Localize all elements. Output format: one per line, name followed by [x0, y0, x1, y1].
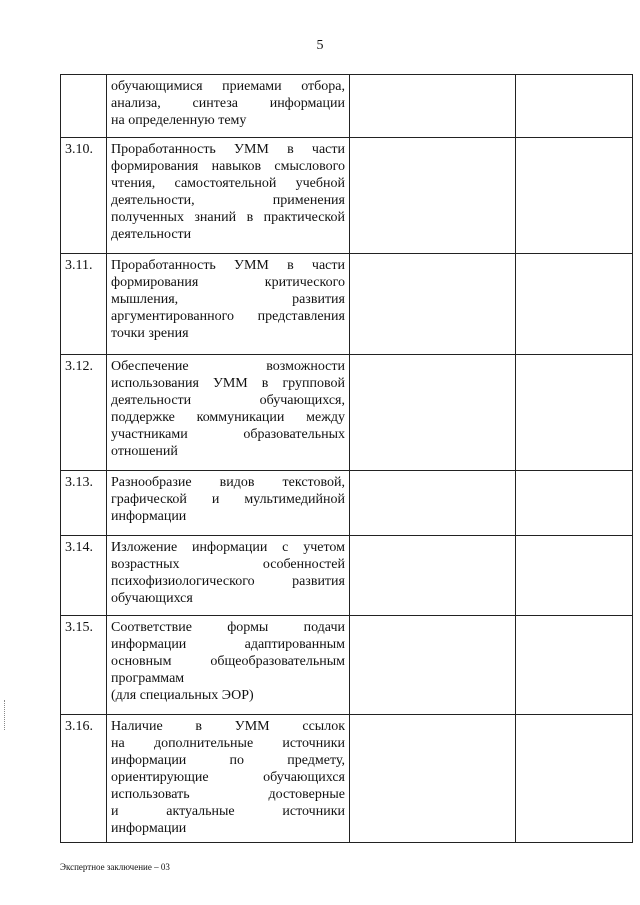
criterion-text-line: анализа, синтеза информации [111, 96, 345, 111]
evaluation-cell[interactable] [350, 471, 516, 536]
criterion-text-line: на дополнительные источники [111, 736, 345, 751]
criterion-text [107, 138, 350, 254]
criterion-number: 3.11. [61, 254, 107, 355]
criterion-text-line: Соответствие формы подачи [111, 620, 345, 635]
criterion-text-line: Наличие в УММ ссылок [111, 719, 345, 734]
table-row [61, 536, 633, 616]
criterion-text-line: полученных знаний в практической [111, 210, 345, 225]
evaluation-cell[interactable] [350, 254, 516, 355]
criterion-text-line: Обеспечение возможности [111, 359, 345, 374]
table-row [61, 471, 633, 536]
notes-cell[interactable] [516, 715, 633, 843]
criterion-text-line: деятельности обучающихся, [111, 393, 345, 408]
criterion-text [107, 254, 350, 355]
criterion-text [107, 355, 350, 471]
criterion-number: 3.10. [61, 138, 107, 254]
criterion-text-line: поддержке коммуникации между [111, 410, 345, 425]
criterion-text-line: Проработанность УММ в части [111, 258, 345, 273]
criterion-number [61, 75, 107, 138]
criterion-number: 3.16. [61, 715, 107, 843]
criterion-number: 3.12. [61, 355, 107, 471]
criterion-text-line: использования УММ в групповой [111, 376, 345, 391]
criterion-text [107, 715, 350, 843]
criterion-text-line: и актуальные источники [111, 804, 345, 819]
evaluation-cell[interactable] [350, 75, 516, 138]
criterion-text-line: использовать достоверные [111, 787, 345, 802]
criterion-text-line: возрастных особенностей [111, 557, 345, 572]
criterion-text-line: формирования навыков смыслового [111, 159, 345, 174]
notes-cell[interactable] [516, 616, 633, 715]
evaluation-cell[interactable] [350, 138, 516, 254]
criterion-text-line: деятельности, применения [111, 193, 345, 208]
evaluation-cell[interactable] [350, 715, 516, 843]
criterion-number: 3.13. [61, 471, 107, 536]
criteria-table [60, 74, 633, 843]
criterion-text-line: основным общеобразовательным [111, 654, 345, 669]
criterion-text-line: мышления, развития [111, 292, 345, 307]
criterion-number: 3.15. [61, 616, 107, 715]
notes-cell[interactable] [516, 75, 633, 138]
criterion-text-line: обучающимися приемами отбора, [111, 79, 345, 94]
criterion-text-line: (для специальных ЭОР) [111, 688, 254, 703]
criterion-text-line: Изложение информации с учетом [111, 540, 345, 555]
criterion-text [107, 471, 350, 536]
criterion-text-line: информации адаптированным [111, 637, 345, 652]
criterion-text-line: информации [111, 821, 187, 836]
criterion-text-line: чтения, самостоятельной учебной [111, 176, 345, 191]
criterion-text-line: деятельности [111, 227, 192, 242]
table-row [61, 138, 633, 254]
criterion-text-line: программам [111, 671, 185, 686]
criterion-text [107, 75, 350, 138]
criterion-text-line: точки зрения [111, 326, 189, 341]
criterion-number: 3.14. [61, 536, 107, 616]
criteria-table-body [61, 75, 633, 843]
criterion-text [107, 616, 350, 715]
notes-cell[interactable] [516, 254, 633, 355]
evaluation-cell[interactable] [350, 536, 516, 616]
table-row [61, 75, 633, 138]
footer-text: Экспертное заключение – 03 [60, 862, 170, 872]
criterion-text-line: формирования критического [111, 275, 345, 290]
criterion-text-line: информации по предмету, [111, 753, 345, 768]
notes-cell[interactable] [516, 355, 633, 471]
notes-cell[interactable] [516, 138, 633, 254]
criterion-text-line: графической и мультимедийной [111, 492, 345, 507]
criterion-text-line: обучающихся [111, 591, 193, 606]
margin-mark [4, 700, 6, 730]
table-row [61, 355, 633, 471]
table-row [61, 715, 633, 843]
criterion-text-line: психофизиологического развития [111, 574, 345, 589]
criterion-text-line: ориентирующие обучающихся [111, 770, 345, 785]
criterion-text [107, 536, 350, 616]
notes-cell[interactable] [516, 471, 633, 536]
criterion-text-line: Разнообразие видов текстовой, [111, 475, 345, 490]
notes-cell[interactable] [516, 536, 633, 616]
evaluation-cell[interactable] [350, 616, 516, 715]
criterion-text-line: аргументированного представления [111, 309, 345, 324]
page-number: 5 [316, 38, 324, 53]
evaluation-cell[interactable] [350, 355, 516, 471]
criterion-text-line: на определенную тему [111, 113, 247, 128]
criterion-text-line: Проработанность УММ в части [111, 142, 345, 157]
criterion-text-line: отношений [111, 444, 178, 459]
criterion-text-line: участниками образовательных [111, 427, 345, 442]
table-row [61, 254, 633, 355]
table-row [61, 616, 633, 715]
criterion-text-line: информации [111, 509, 187, 524]
